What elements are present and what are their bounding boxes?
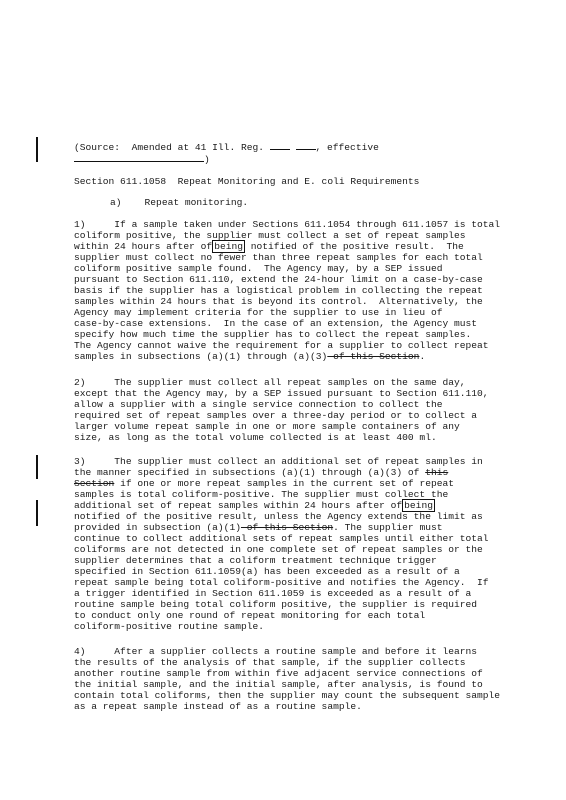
- p2-line: size, as long as the total volume collected is at least 400 ml.: [74, 432, 437, 443]
- inserted-text-box: being: [404, 500, 433, 511]
- source-note: [74, 141, 379, 153]
- subsection-a-heading: a) Repeat monitoring.: [110, 197, 249, 208]
- p1-text: within 24 hours after of: [74, 241, 213, 252]
- revision-bar: [36, 455, 38, 479]
- section-heading: Section 611.1058 Repeat Monitoring and E. coli Requirements: [74, 176, 420, 187]
- p3-line: notified of the positive result, unless the Agency extends the limit as: [74, 511, 483, 522]
- struck-text: of this Section: [327, 351, 420, 362]
- p3-line: specified in Section 611.1059(a) has been exceeded as a result of a: [74, 566, 460, 577]
- p3-line: a trigger identified in Section 611.1059 is exceeded as a result of a: [74, 588, 472, 599]
- revision-bar: [36, 137, 38, 162]
- p3-line: [74, 500, 435, 511]
- p4-line: contain total coliforms, then the supplier may count the subsequent sample: [74, 690, 501, 701]
- p3-text: . The supplier must: [333, 522, 443, 533]
- p3-line: [74, 522, 442, 533]
- p1-line: specify how much time the supplier has to collect the repeat samples.: [74, 329, 472, 340]
- p1-line: [74, 241, 464, 252]
- p3-line: to conduct only one round of repeat monitoring for each total: [74, 610, 426, 621]
- p1-line: basis if the supplier has a logistical problem in collecting the repeat: [74, 285, 483, 296]
- p3-line: supplier determines that a coliform treatment technique trigger: [74, 555, 437, 566]
- p1-line: supplier must collect no fewer than three repeat samples for each total: [74, 252, 483, 263]
- p3-line: continue to collect additional sets of repeat samples until either total: [74, 533, 489, 544]
- source-prefix: (Source: Amended at 41 Ill. Reg.: [74, 142, 270, 153]
- p2-line: except that the Agency may, by a SEP issued pursuant to Section 611.110,: [74, 388, 489, 399]
- inserted-text-box: being: [214, 241, 243, 252]
- source-suffix: , effective: [315, 142, 379, 153]
- p3-line: 3) The supplier must collect an additional set of repeat samples in: [74, 456, 483, 467]
- p1-line: samples within 24 hours that is beyond its control. Alternatively, the: [74, 296, 483, 307]
- p1-line: coliform positive, the supplier must collect a set of repeat samples: [74, 230, 466, 241]
- p2-line: allow a supplier with a single service connection to collect the: [74, 399, 443, 410]
- p3-line: coliforms are not detected in one complete set of repeat samples or the: [74, 544, 483, 555]
- p2-line: required set of repeat samples over a three-day period or to collect a: [74, 410, 478, 421]
- p4-line: 4) After a supplier collects a routine sample and before it learns: [74, 646, 478, 657]
- p3-line: coliform-positive routine sample.: [74, 621, 264, 632]
- p3-line: repeat sample being total coliform-positive and notifies the Agency. If: [74, 577, 489, 588]
- p4-line: as a repeat sample instead of as a routine sample.: [74, 701, 362, 712]
- struck-text: this: [425, 467, 449, 478]
- source-blank-volume: [270, 141, 290, 150]
- p4-line: another routine sample from within five adjacent service connections of: [74, 668, 483, 679]
- source-closing: ): [204, 154, 210, 165]
- p1-text: .: [419, 351, 426, 362]
- p2-line: 2) The supplier must collect all repeat samples on the same day,: [74, 377, 466, 388]
- source-note-line-2: [74, 153, 210, 165]
- p1-line: The Agency cannot waive the requirement for a supplier to collect repeat: [74, 340, 489, 351]
- p1-text: notified of the positive result. The: [244, 241, 464, 252]
- p1-line: [74, 351, 425, 362]
- p3-line: routine sample being total coliform positive, the supplier is required: [74, 599, 478, 610]
- p1-line: case-by-case extensions. In the case of an extension, the Agency must: [74, 318, 478, 329]
- p2-line: larger volume repeat sample in one or more sample containers of any: [74, 421, 460, 432]
- p1-line: coliform positive sample found. The Agency may, by a SEP issued: [74, 263, 443, 274]
- revision-bar: [36, 500, 38, 526]
- p1-line: pursuant to Section 611.110, extend the 24-hour limit on a case-by-case: [74, 274, 483, 285]
- p3-line: [74, 467, 448, 478]
- p1-line: 1) If a sample taken under Sections 611.1054 through 611.1057 is total: [74, 219, 501, 230]
- struck-text: Section: [74, 478, 115, 489]
- p3-line: [74, 478, 454, 489]
- p3-text: provided in subsection (a)(1): [74, 522, 241, 533]
- p4-line: the initial sample, and the initial sample, after analysis, is found to: [74, 679, 483, 690]
- p3-text: additional set of repeat samples within 24 hours after of: [74, 500, 403, 511]
- p3-text: the manner specified in subsections (a)(1) through (a)(3) of: [74, 467, 426, 478]
- source-blank-effective-date: [74, 153, 204, 162]
- p3-text: if one or more repeat samples in the current set of repeat: [114, 478, 454, 489]
- struck-text: of this Section: [240, 522, 334, 533]
- p3-line: samples is total coliform-positive. The supplier must collect the: [74, 489, 449, 500]
- p1-line: Agency may implement criteria for the supplier to use in lieu of: [74, 307, 443, 318]
- p1-text: samples in subsections (a)(1) through (a)(3): [74, 351, 328, 362]
- p4-line: the results of the analysis of that sample, if the supplier collects: [74, 657, 466, 668]
- source-blank-page: [296, 141, 316, 150]
